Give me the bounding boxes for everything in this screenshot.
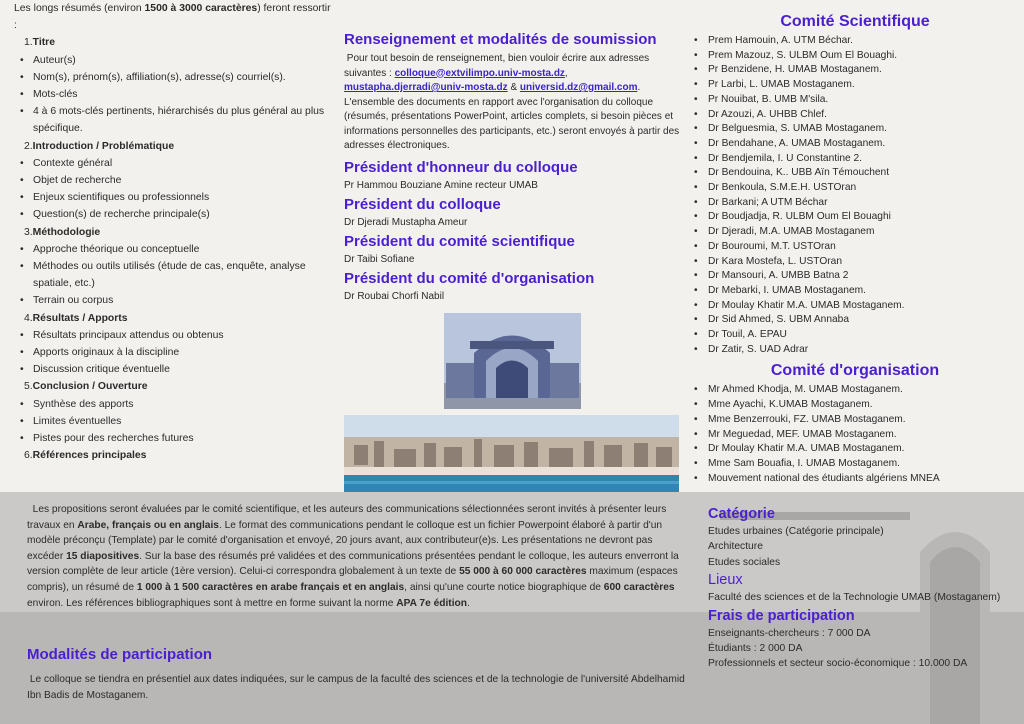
list-item: • Méthodes ou outils utilisés (étude de cas, enquête, analyse spatiale, etc.) <box>20 258 334 292</box>
guideline-sections <box>14 34 334 464</box>
list-item: • Approche théorique ou conceptuelle <box>20 241 334 258</box>
section-heading <box>24 224 334 241</box>
role-title: Président d'honneur du colloque <box>344 158 578 176</box>
list-item: • Résultats principaux attendus ou obtenus <box>20 327 334 344</box>
participation-title: Modalités de participation <box>27 646 213 663</box>
organizing-committee-title: Comité d'organisation <box>770 362 940 380</box>
committee-member: • Dr Zatir, S. UAD Adrar <box>694 343 1020 358</box>
section-items <box>14 241 334 310</box>
email-link-2[interactable]: mustapha.djerradi@univ-mosta.dz <box>344 82 508 93</box>
section-title: Références principales <box>32 450 147 462</box>
section-heading <box>24 378 334 395</box>
committee-member: • Dr Bendahane, A. UMAB Mostaganem. <box>694 137 1020 152</box>
fee-item: Enseignants-chercheurs : 7 000 DA <box>708 627 871 639</box>
committee-member: • Pr Benzidene, H. UMAB Mostaganem. <box>694 63 1020 78</box>
section-number: 6. <box>24 450 33 462</box>
committee-member: • Mr Meguedad, MEF. UMAB Mostaganem. <box>694 428 1020 443</box>
info-text: Pour tout besoin de renseignement, bien vouloir écrire aux adresses suivantes : colloque@extvilimpo.univ-mosta.dz, mustapha.djerradi@univ-mosta.dz & universid.dz@gmail.com. L'ensemble des documents en rapport avec l'organisation du colloque (résumés, présentations PowerPoint, articles complets, si besoin pièces et informations personnelles des participants, etc.) seront envoyés à partir des adresses électroniques. <box>344 53 680 151</box>
committee-member: • Mouvement national des étudiants algériens MNEA <box>694 472 1020 487</box>
list-item: • Discussion critique éventuelle <box>20 361 334 378</box>
list-item: • Synthèse des apports <box>20 396 334 413</box>
section-items <box>14 155 334 224</box>
venue-title: Lieux <box>708 572 743 589</box>
info-title: Renseignement et modalités de soumission <box>344 31 657 48</box>
section-items <box>14 52 334 138</box>
scientific-committee-title: Comité Scientifique <box>780 13 930 30</box>
scientific-committee-list <box>690 34 1020 357</box>
section-number: 3. <box>24 226 33 238</box>
role-name: Dr Djeradi Mustapha Ameur <box>344 216 468 228</box>
event-details <box>708 504 1018 672</box>
list-item: • Contexte général <box>20 155 334 172</box>
organizing-committee-list <box>690 383 1020 486</box>
list-item: • Nom(s), prénom(s), affiliation(s), adresse(s) courriel(s). <box>20 69 334 86</box>
committee-member: • Mme Sam Bouafia, I. UMAB Mostaganem. <box>694 457 1020 472</box>
category-item: Etudes urbaines (Catégorie principale) <box>708 526 884 537</box>
committee-member: • Mme Benzerrouki, FZ. UMAB Mostaganem. <box>694 413 1020 428</box>
committee-member: • Pr Nouibat, B. UMB M'sila. <box>694 93 1020 108</box>
role-name: Dr Taibi Sofiane <box>344 253 415 265</box>
committee-member: • Dr Azouzi, A. UHBB Chlef. <box>694 108 1020 123</box>
committee-member: • Dr Bendjemila, I. U Constantine 2. <box>694 152 1020 167</box>
fee-item: Étudiants : 2 000 DA <box>708 643 803 655</box>
role-title: Président du comité d'organisation <box>344 269 595 287</box>
category-item: Architecture <box>708 541 763 553</box>
section-number: 5. <box>24 381 33 393</box>
section-heading <box>24 447 334 464</box>
role-name: Pr Hammou Bouziane Amine recteur UMAB <box>344 179 538 191</box>
submission-info <box>344 30 684 306</box>
section-items <box>14 327 334 379</box>
committee-member: • Dr Boudjadja, R. ULBM Oum El Bouaghi <box>694 210 1020 225</box>
section-title: Résultats / Apports <box>32 312 128 324</box>
email-link-1[interactable]: colloque@extvilimpo.univ-mosta.dz <box>394 67 565 79</box>
committee-member: • Mme Ayachi, K.UMAB Mostaganem. <box>694 398 1020 413</box>
fees-list <box>708 626 1018 672</box>
list-item: • Auteur(s) <box>20 52 334 69</box>
list-item: • Pistes pour des recherches futures <box>20 430 334 447</box>
section-number: 4. <box>24 312 33 324</box>
list-item: • Enjeux scientifiques ou professionnels <box>20 189 334 206</box>
committee-member: • Dr Moulay Khatir M.A. UMAB Mostaganem. <box>694 299 1020 314</box>
intro-text: Les longs résumés (environ 1500 à 3000 caractères) feront ressortir : <box>14 3 331 32</box>
roles-list <box>344 158 684 304</box>
participation-text: Le colloque se tiendra en présentiel aux dates indiquées, sur le campus de la faculté des sciences et de la technologie de l'université Abdelhamid Ibn Badis de Mostaganem. <box>27 674 685 701</box>
venue-text: Faculté des sciences et de la Technologie UMAB (Mostaganem) <box>708 592 1001 604</box>
committee-member: • Prem Mazouz, S. ULBM Oum El Bouaghi. <box>694 49 1020 64</box>
list-item: • Limites éventuelles <box>20 413 334 430</box>
section-heading <box>24 310 334 327</box>
committees <box>690 10 1020 486</box>
section-title: Introduction / Problématique <box>32 140 175 152</box>
section-title: Conclusion / Ouverture <box>32 381 148 393</box>
list-item: • Mots-clés <box>20 86 334 103</box>
section-title: Titre <box>32 37 56 49</box>
committee-member: • Dr Touil, A. EPAU <box>694 328 1020 343</box>
committee-member: • Dr Barkani; A UTM Béchar <box>694 196 1020 211</box>
category-list <box>708 524 1018 570</box>
fee-item: Professionnels et secteur socio-économique : 10.000 DA <box>708 658 968 670</box>
section-heading <box>24 34 334 51</box>
email-link-3[interactable]: universid.dz@gmail.com <box>519 82 638 93</box>
category-item: Etudes sociales <box>708 556 781 568</box>
committee-member: • Dr Mebarki, I. UMAB Mostaganem. <box>694 284 1020 299</box>
section-number: 2. <box>24 140 33 152</box>
fees-title: Frais de participation <box>708 607 855 624</box>
committee-member: • Dr Bouroumi, M.T. USTOran <box>694 240 1020 255</box>
building-photo <box>444 313 581 409</box>
list-item: • Question(s) de recherche principale(s) <box>20 206 334 223</box>
list-item: • 4 à 6 mots-clés pertinents, hiérarchisés du plus général au plus spécifique. <box>20 103 334 137</box>
role-name: Dr Roubai Chorfi Nabil <box>344 290 445 302</box>
committee-member: • Dr Djeradi, M.A. UMAB Mostaganem <box>694 225 1020 240</box>
section-items <box>14 396 334 448</box>
section-heading <box>24 138 334 155</box>
committee-member: • Prem Hamouin, A. UTM Béchar. <box>694 34 1020 49</box>
section-title: Méthodologie <box>32 226 101 238</box>
role-title: Président du comité scientifique <box>344 232 575 250</box>
abstract-guidelines <box>14 0 334 464</box>
committee-member: • Dr Belguesmia, S. UMAB Mostaganem. <box>694 122 1020 137</box>
committee-member: • Dr Kara Mostefa, L. USTOran <box>694 255 1020 270</box>
committee-member: • Mr Ahmed Khodja, M. UMAB Mostaganem. <box>694 383 1020 398</box>
list-item: • Objet de recherche <box>20 172 334 189</box>
committee-member: • Dr Moulay Khatir M.A. UMAB Mostaganem. <box>694 442 1020 457</box>
committee-member: • Dr Mansouri, A. UMBB Batna 2 <box>694 269 1020 284</box>
committee-member: • Dr Sid Ahmed, S. UBM Annaba <box>694 313 1020 328</box>
section-number: 1. <box>24 37 33 49</box>
committee-member: • Pr Larbi, L. UMAB Mostaganem. <box>694 78 1020 93</box>
category-title: Catégorie <box>708 506 775 522</box>
role-title: Président du colloque <box>344 195 501 213</box>
city-panorama-photo <box>344 415 679 500</box>
list-item: • Terrain ou corpus <box>20 292 334 309</box>
bottom-band <box>0 492 1024 724</box>
committee-member: • Dr Benkoula, S.M.E.H. USTOran <box>694 181 1020 196</box>
evaluation-text: Les propositions seront évaluées par le comité scientifique, et les auteurs des communications sélectionnées seront invités à présenter leurs travaux en Arabe, français ou en anglais. Le format des communications pendant le colloque est un fichier Powerpoint élaboré à partir d'un modèle préconçu (Template) par le comité d'organisation et envoyé, 20 jours avant, aux contributeur(e)s. Les présentations ne devront pas excéder 15 diapositives. Sur la base des résumés pré validées et des communications présentées pendant le colloque, les auteurs enverront la version complète de leur article (1ère version). Celui-ci correspondra globalement à un texte de 55 000 à 60 000 caractères maximum (espaces compris), un résumé de 1 000 à 1 500 caractères en arabe français et en anglais, ainsi qu'une courte notice biographique de 600 caractères environ. Les références bibliographiques sont à mettre en forme suivant la norme APA 7e édition. <box>27 504 679 609</box>
list-item: • Apports originaux à la discipline <box>20 344 334 361</box>
committee-member: • Dr Bendouina, K.. UBB Aïn Témouchent <box>694 166 1020 181</box>
